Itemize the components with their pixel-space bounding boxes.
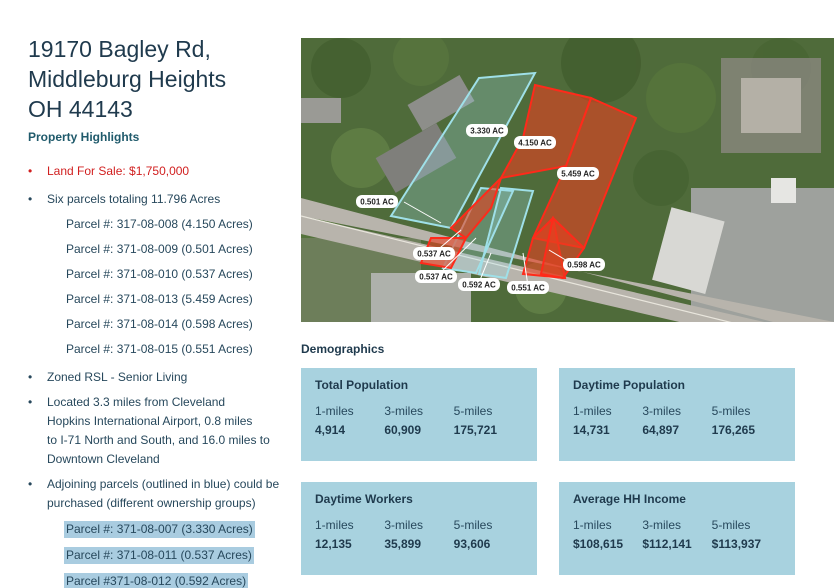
stat-value: $108,615 xyxy=(573,537,624,551)
adjoining-parcel-item: Parcel #371-08-012 (0.592 Acres) xyxy=(66,574,247,588)
card-title: Daytime Workers xyxy=(315,492,413,506)
parcel-item: Parcel #: 317-08-008 (4.150 Acres) xyxy=(66,217,253,231)
aerial-map-graphic xyxy=(301,38,834,322)
label-0598: 0.598 AC xyxy=(567,260,601,270)
radius-label: 1-miles xyxy=(315,404,354,418)
address-line-3: OH 44143 xyxy=(28,96,133,122)
stat-value: 4,914 xyxy=(315,423,346,437)
location-line: Hopkins International Airport, 0.8 miles xyxy=(47,414,253,428)
address-line-1: 19170 Bagley Rd, xyxy=(28,36,211,62)
price-item: • Land For Sale: $1,750,000 xyxy=(28,162,290,181)
radius-label: 5-miles xyxy=(453,404,493,418)
adjoining-line: purchased (different ownership groups) xyxy=(47,496,256,510)
property-address xyxy=(28,34,290,124)
radius-label: 5-miles xyxy=(711,518,751,532)
parcels-summary-item: • Six parcels totaling 11.796 Acres xyxy=(28,190,290,209)
label-0501: 0.501 AC xyxy=(360,197,394,207)
zoning-item: • Zoned RSL - Senior Living xyxy=(28,368,290,387)
property-info xyxy=(28,34,290,588)
adjoining-line: • Adjoining parcels (outlined in blue) could be xyxy=(47,477,280,491)
stat-value: 176,265 xyxy=(711,423,756,437)
card-daytime-workers xyxy=(301,482,537,575)
card-total-population xyxy=(301,368,537,461)
stat-value: 64,897 xyxy=(642,423,680,437)
radius-label: 1-miles xyxy=(573,518,612,532)
stat-value: 35,899 xyxy=(384,537,422,551)
highlights-title: Property Highlights xyxy=(28,130,140,144)
parcel-item: Parcel #: 371-08-015 (0.551 Acres) xyxy=(66,342,253,356)
card-daytime-population xyxy=(559,368,795,461)
radius-label: 1-miles xyxy=(573,404,612,418)
stat-value: 175,721 xyxy=(453,423,498,437)
location-line: • Located 3.3 miles from Cleveland xyxy=(47,395,226,409)
location-line: to I-71 North and South, and 16.0 miles to xyxy=(47,433,270,447)
aerial-site-photo xyxy=(301,38,834,322)
adjoining-item xyxy=(28,475,290,513)
address-line-2: Middleburg Heights xyxy=(28,66,227,92)
radius-label: 5-miles xyxy=(711,404,751,418)
label-4150: 4.150 AC xyxy=(518,138,552,148)
card-title: Average HH Income xyxy=(573,492,686,506)
label-0551: 0.551 AC xyxy=(511,283,545,293)
stat-value: 93,606 xyxy=(453,537,491,551)
radius-label: 3-miles xyxy=(642,518,681,532)
stat-value: $113,937 xyxy=(711,537,762,551)
stat-value: 60,909 xyxy=(384,423,422,437)
card-average-hh-income xyxy=(559,482,795,575)
adjoining-parcel-list xyxy=(28,520,290,588)
card-title: Daytime Population xyxy=(573,378,686,392)
label-0537a: 0.537 AC xyxy=(417,249,451,259)
parcel-item: Parcel #: 371-08-014 (0.598 Acres) xyxy=(66,317,253,331)
stat-value: $112,141 xyxy=(642,537,692,551)
radius-label: 3-miles xyxy=(384,404,423,418)
stat-value: 12,135 xyxy=(315,537,352,551)
radius-label: 3-miles xyxy=(384,518,423,532)
adjoining-parcel-item: Parcel #: 371-08-011 (0.537 Acres) xyxy=(66,548,252,562)
radius-label: 5-miles xyxy=(453,518,493,532)
parcel-item: Parcel #: 371-08-009 (0.501 Acres) xyxy=(66,242,253,256)
radius-label: 1-miles xyxy=(315,518,354,532)
radius-label: 3-miles xyxy=(642,404,681,418)
card-title: Total Population xyxy=(315,378,409,392)
location-line: Downtown Cleveland xyxy=(47,452,160,466)
parcel-item: Parcel #: 371-08-013 (5.459 Acres) xyxy=(66,292,253,306)
label-3330: 3.330 AC xyxy=(470,126,504,136)
highlights-list xyxy=(28,162,290,588)
stat-value: 14,731 xyxy=(573,423,610,437)
parcel-item: Parcel #: 371-08-010 (0.537 Acres) xyxy=(66,267,253,281)
location-item xyxy=(28,393,290,469)
parcel-list xyxy=(28,215,290,359)
label-5459: 5.459 AC xyxy=(561,169,595,179)
label-0592: 0.592 AC xyxy=(462,280,496,290)
adjoining-parcel-item: Parcel #: 371-08-007 (3.330 Acres) xyxy=(66,522,253,536)
label-0537b: 0.537 AC xyxy=(419,272,453,282)
demographics-title: Demographics xyxy=(301,342,385,356)
